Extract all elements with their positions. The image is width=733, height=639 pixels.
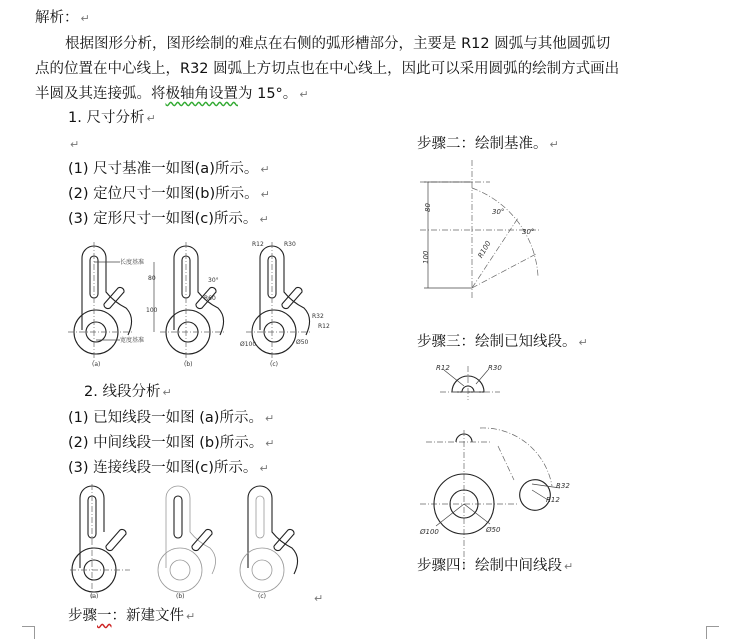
svg-text:30°: 30° xyxy=(208,277,219,284)
svg-text:30°: 30° xyxy=(492,208,505,216)
blank-line: ↵ xyxy=(70,138,80,151)
svg-text:R12: R12 xyxy=(318,323,330,330)
svg-text:R30: R30 xyxy=(284,241,296,248)
svg-text:宽度基准: 宽度基准 xyxy=(120,337,145,344)
svg-text:Ø50: Ø50 xyxy=(486,526,501,534)
figure-a xyxy=(68,242,144,368)
dimension-analysis-figures xyxy=(62,240,362,368)
page-corner-mark xyxy=(22,626,35,639)
step2-datum-figure xyxy=(410,158,550,308)
svg-text:80: 80 xyxy=(148,275,156,282)
svg-text:R12: R12 xyxy=(436,364,450,372)
segment-analysis-figures xyxy=(70,484,330,602)
section1-item: (3) 定形尺寸一如图(c)所示。 ↵ xyxy=(68,211,269,227)
intro-paragraph xyxy=(35,32,707,107)
blank-line: ↵ xyxy=(314,592,324,605)
svg-text:80: 80 xyxy=(424,203,432,212)
svg-text:R30: R30 xyxy=(488,364,502,372)
svg-text:R32: R32 xyxy=(312,313,324,320)
section2-item: (2) 中间线段一如图 (b)所示。 ↵ xyxy=(68,435,275,451)
svg-text:长度基准: 长度基准 xyxy=(120,259,145,266)
svg-text:(a): (a) xyxy=(92,361,101,368)
svg-text:Ø100: Ø100 xyxy=(240,341,257,348)
step2-line: 步骤二：绘制基准。 ↵ xyxy=(417,136,559,152)
svg-text:R60: R60 xyxy=(204,295,216,302)
figure-c xyxy=(240,241,330,368)
heading: 解析： ↵ xyxy=(35,10,90,26)
figure-b xyxy=(146,242,224,368)
svg-text:(b): (b) xyxy=(184,361,193,368)
svg-text:R12: R12 xyxy=(546,496,560,504)
svg-text:100: 100 xyxy=(146,307,158,314)
section1-item: (2) 定位尺寸一如图(b)所示。 ↵ xyxy=(68,186,270,202)
svg-text:(c): (c) xyxy=(258,593,266,600)
step3-line: 步骤三：绘制已知线段。 ↵ xyxy=(417,334,588,350)
page-corner-mark xyxy=(706,626,719,639)
section2-item: (1) 已知线段一如图 (a)所示。 ↵ xyxy=(68,410,275,426)
svg-text:30°: 30° xyxy=(522,228,535,236)
step3-known-segments-figure xyxy=(430,360,520,400)
svg-text:Ø50: Ø50 xyxy=(296,339,309,346)
section2-title: 2. 线段分析 ↵ xyxy=(84,384,172,400)
step4-line: 步骤四：绘制中间线段 ↵ xyxy=(417,558,574,574)
svg-text:100: 100 xyxy=(422,250,430,264)
intro-line-3: 半圆及其连接弧。将极轴角设置为 15°。 ↵ xyxy=(35,86,309,102)
segment-figure-b xyxy=(158,486,216,600)
svg-text:R32: R32 xyxy=(556,482,570,490)
svg-text:R12: R12 xyxy=(252,241,264,248)
svg-text:(b): (b) xyxy=(176,593,185,600)
section1-item: (1) 尺寸基准一如图(a)所示。 ↵ xyxy=(68,161,270,177)
svg-text:R100: R100 xyxy=(476,239,493,260)
section2-item: (3) 连接线段一如图(c)所示。 ↵ xyxy=(68,460,269,476)
segment-figure-a xyxy=(70,484,130,600)
intro-line: 点的位置在中心线上，R32 圆弧上方切点也在中心线上，因此可以采用圆弧的绘制方式画出 xyxy=(35,61,620,77)
step1-line: 步骤一：新建文件 ↵ xyxy=(68,608,196,624)
section1-title: 1. 尺寸分析 ↵ xyxy=(68,110,156,126)
svg-text:(c): (c) xyxy=(270,361,278,368)
intro-line: 根据图形分析，图形绘制的难点在右侧的弧形槽部分，主要是 R12 圆弧与其他圆弧切 xyxy=(65,36,611,52)
svg-text:(a): (a) xyxy=(90,593,99,600)
svg-text:Ø100: Ø100 xyxy=(420,528,439,536)
segment-figure-c xyxy=(240,486,298,600)
